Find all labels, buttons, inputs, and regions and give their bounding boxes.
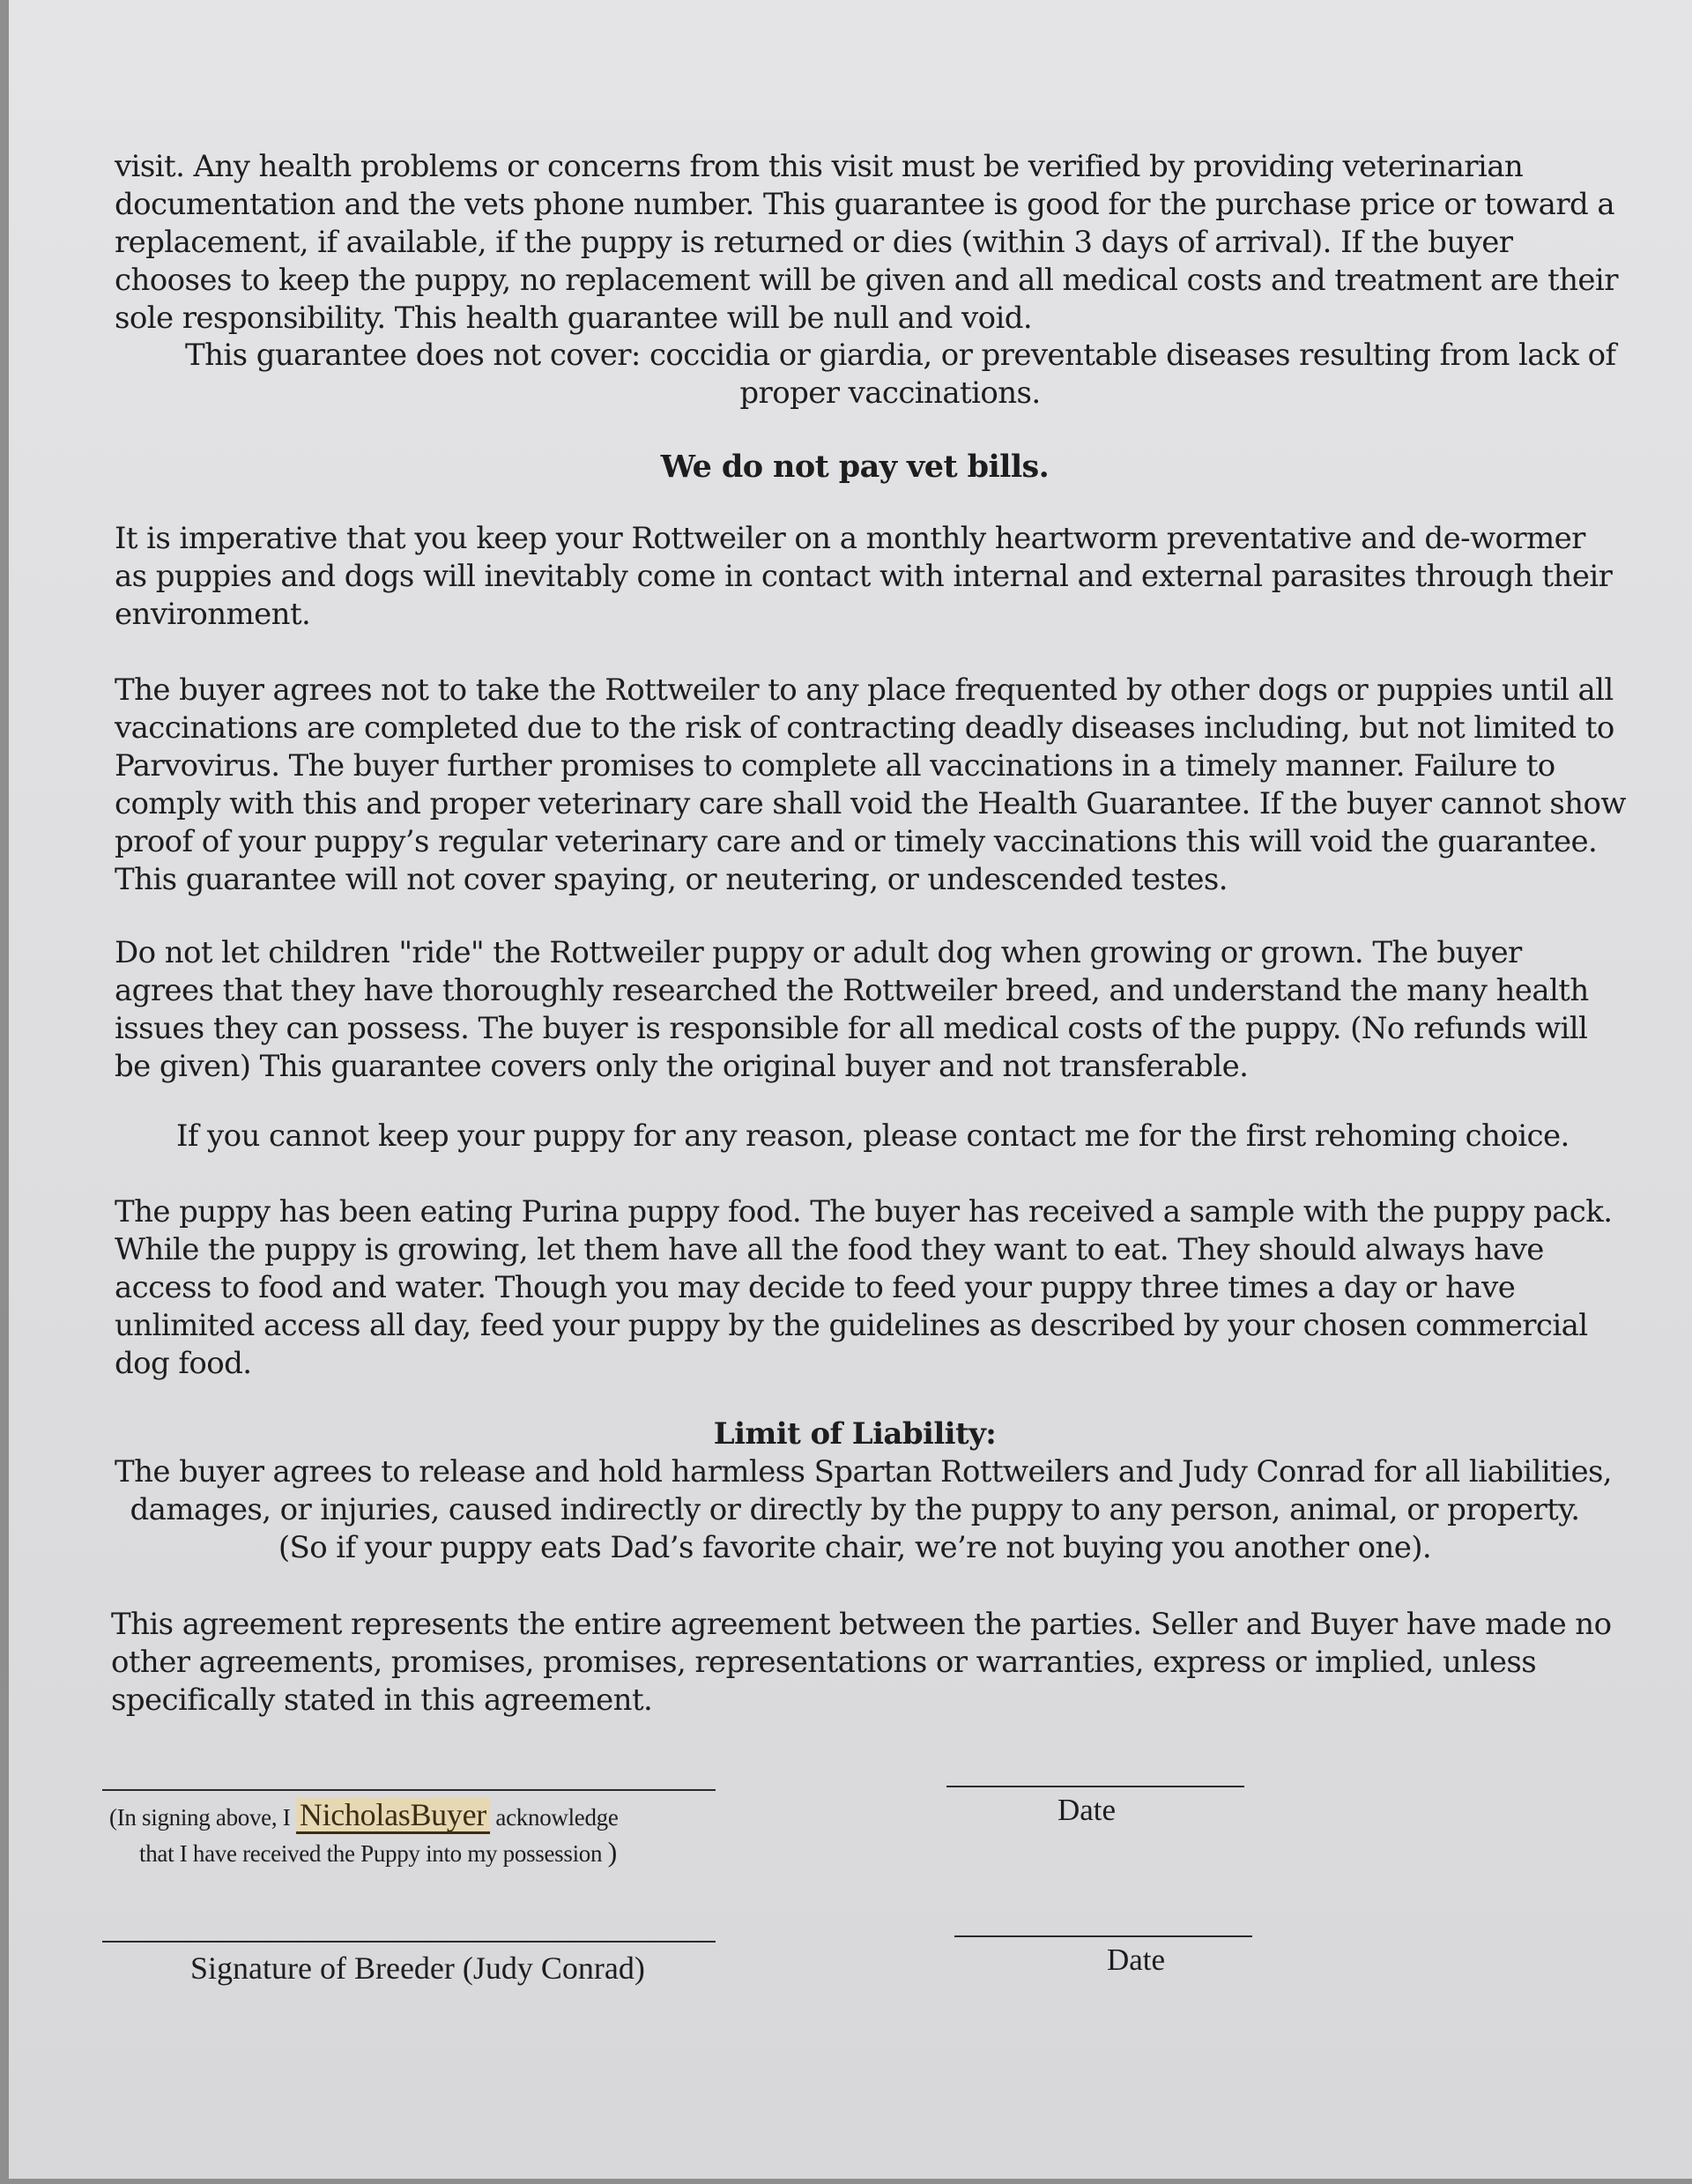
text-line: proof of your puppy’s regular veterinary care and or timely vaccinations this will void the guarantee. <box>115 824 1598 859</box>
text-line: Do not let children "ride" the Rottweiler puppy or adult dog when growing or grown. The buyer <box>115 935 1522 970</box>
text-line: While the puppy is growing, let them have all the food they want to eat. They should always have <box>115 1232 1544 1267</box>
food-paragraph <box>115 1193 1613 1383</box>
ack-line-2: that I have received the Puppy into my possession <box>139 1840 603 1867</box>
breeder-signature-label: Signature of Breeder (Judy Conrad) <box>190 1950 645 1986</box>
text-line: other agreements, promises, promises, representations or warranties, express or implied, unless <box>111 1645 1537 1680</box>
text-line: vaccinations are completed due to the risk of contracting deadly diseases including, but not limited to <box>115 710 1614 746</box>
liability-heading: Limit of Liability: <box>713 1416 997 1452</box>
text-line: This guarantee does not cover: coccidia or giardia, or preventable diseases resulting from lack of <box>185 338 1616 373</box>
buyer-acknowledgement <box>109 1798 744 1869</box>
text-line: The puppy has been eating Purina puppy food. The buyer has received a sample with the puppy pack. <box>115 1194 1613 1229</box>
buyer-date-line[interactable] <box>946 1786 1244 1787</box>
text-line: dog food. <box>115 1346 252 1381</box>
ack-prefix: (In signing above, I <box>109 1804 291 1831</box>
breeder-date-line[interactable] <box>954 1935 1252 1937</box>
text-line: environment. <box>115 597 311 632</box>
exclusions-paragraph <box>185 337 1616 412</box>
health-guarantee-paragraph <box>115 148 1618 338</box>
text-line: Parvovirus. The buyer further promises to complete all vaccinations in a timely manner. Failure to <box>115 748 1555 784</box>
text-line: issues they can possess. The buyer is responsible for all medical costs of the puppy. (No refunds will <box>115 1011 1588 1046</box>
text-line: This guarantee will not cover spaying, or neutering, or undescended testes. <box>115 862 1228 897</box>
buyer-name-field[interactable]: NicholasBuyer <box>296 1798 490 1834</box>
text-line: agrees that they have thoroughly researched the Rottweiler breed, and understand the many health <box>115 973 1589 1008</box>
entire-agreement-paragraph <box>111 1606 1612 1720</box>
text-line: replacement, if available, if the puppy is returned or dies (within 3 days of arrival). If the buyer <box>115 225 1513 260</box>
text-line: proper vaccinations. <box>739 375 1041 411</box>
text-line: unlimited access all day, feed your puppy by the guidelines as described by your chosen commercial <box>115 1308 1588 1343</box>
rehoming-paragraph <box>176 1118 1657 1155</box>
text-line: If you cannot keep your puppy for any reason, please contact me for the first rehoming choice. <box>176 1118 1570 1154</box>
text-line: documentation and the vets phone number. This guarantee is good for the purchase price or toward a <box>115 187 1615 222</box>
children-paragraph <box>115 934 1595 1086</box>
text-line: It is imperative that you keep your Rottweiler on a monthly heartworm preventative and de-wormer <box>115 521 1585 556</box>
text-line: comply with this and proper veterinary care shall void the Health Guarantee. If the buyer cannot show <box>115 786 1626 821</box>
text-line: chooses to keep the puppy, no replacement will be given and all medical costs and treatment are their <box>115 263 1618 298</box>
buyer-signature-line[interactable] <box>102 1789 716 1791</box>
text-line: visit. Any health problems or concerns from this visit must be verified by providing veterinarian <box>115 149 1524 184</box>
text-line: The buyer agrees to release and hold harmless Spartan Rottweilers and Judy Conrad for all liabilities, <box>115 1454 1613 1489</box>
liability-section <box>115 1415 1613 1567</box>
vaccinations-paragraph <box>115 672 1626 899</box>
text-line: This agreement represents the entire agreement between the parties. Seller and Buyer have made no <box>111 1607 1612 1642</box>
heartworm-paragraph <box>115 520 1613 634</box>
ack-close: ) <box>607 1836 618 1868</box>
text-line: specifically stated in this agreement. <box>111 1683 653 1718</box>
date-label-1: Date <box>1058 1793 1117 1827</box>
text-line: be given) This guarantee covers only the original buyer and not transferable. <box>115 1049 1249 1084</box>
date-label-2: Date <box>1107 1943 1166 1977</box>
breeder-signature-line[interactable] <box>102 1941 716 1943</box>
text-line: The buyer agrees not to take the Rottweiler to any place frequented by other dogs or puppies until all <box>115 672 1614 708</box>
ack-suffix: acknowledge <box>495 1804 619 1831</box>
text-line: (So if your puppy eats Dad’s favorite chair, we’re not buying you another one). <box>278 1530 1432 1565</box>
text-line: damages, or injuries, caused indirectly or directly by the puppy to any person, animal, or property. <box>130 1492 1580 1527</box>
vet-bills-heading: We do not pay vet bills. <box>660 449 1050 485</box>
text-line: access to food and water. Though you may decide to feed your puppy three times a day or have <box>115 1270 1516 1305</box>
text-line: sole responsibility. This health guarantee will be null and void. <box>115 301 1033 336</box>
document-page <box>9 0 1692 2179</box>
text-line: as puppies and dogs will inevitably come in contact with internal and external parasites through their <box>115 559 1613 594</box>
